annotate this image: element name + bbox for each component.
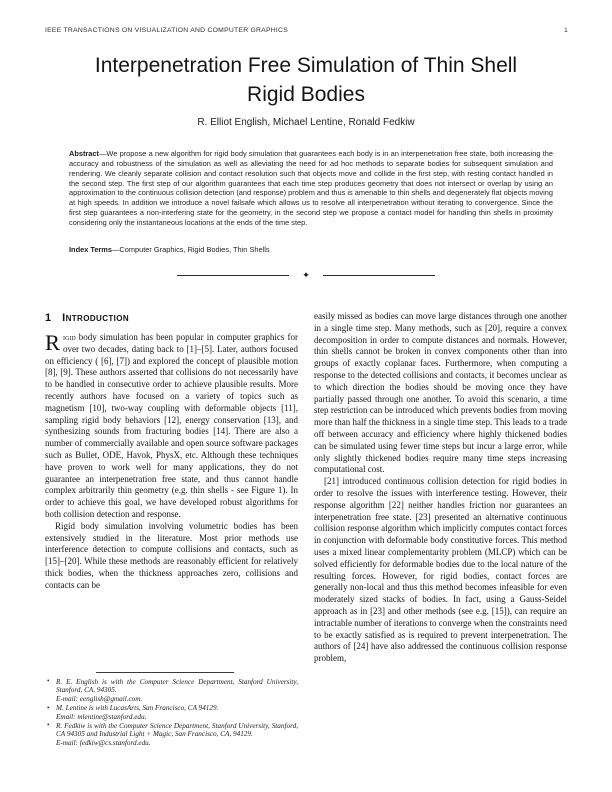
diamond-icon: ✦ <box>302 270 310 280</box>
footnote-text: R. Fedkiw is with the Computer Science Department, Stanford University, Stanford, CA 94305 and Industrial Light + Magic, San Francisco, CA, 94129. <box>56 721 298 739</box>
footnote-email: Email: mlentine@stanford.edu. <box>56 712 147 721</box>
page-number: 1 <box>563 27 568 34</box>
bullet-icon: • <box>47 721 50 730</box>
footnote-rule <box>96 672 234 673</box>
lead-word-smallcaps: igid <box>63 332 76 342</box>
paper-title <box>30 52 582 109</box>
footnote-text: R. E. English is with the Computer Science Department, Stanford University, Stanford, CA, 94305. <box>56 677 298 695</box>
journal-name: IEEE TRANSACTIONS ON VISUALIZATION AND COMPUTER GRAPHICS <box>45 27 288 34</box>
footnote-text: M. Lentine is with LucasArts, San Francisco, CA 94129. <box>56 704 219 713</box>
index-terms-label: Index Terms <box>69 245 112 254</box>
separator-line-left <box>177 275 289 276</box>
author-footnotes <box>45 678 298 748</box>
bullet-icon: • <box>47 677 50 686</box>
paper-title-line-2: Rigid Bodies <box>247 82 365 106</box>
abstract <box>69 149 553 228</box>
left-column <box>45 311 298 748</box>
footnote-item <box>45 722 298 748</box>
body-columns <box>45 311 567 748</box>
paper-authors: R. Elliot English, Michael Lentine, Ronald Fedkiw <box>197 117 415 128</box>
intro-paragraph-1-text: body simulation has been popular in computer graphics for over two decades, dating back to [1]–[5]. Later, authors focused on efficiency ( [6], [7]) and explored the concept of plausible motion [8], [9]. These authors asserted that collisions do not necessarily have to be handled in consecutive order to achieve plausible results. More recently authors have focused on a variety of topics such as magnetism [10], two-way coupling with deformable objects [11], sampling rigid body behaviors [12], energy conservation [13], and synthesizing sounds from fracturing bodies [14]. There are also a number of commercially available and open source software packages such as Bullet, ODE, Havok, PhysX, etc. Although these techniques have proven to work well for many applications, they do not guarantee an interpenetration free state, and thus cannot handle complex arbitrarily thin geometry (e.g. thin shells - see Figure 1). In order to achieve this goal, we have developed robust algorithms for both collision detection and response. <box>45 332 298 519</box>
section-title: Introduction <box>62 312 130 324</box>
index-terms-text: —Computer Graphics, Rigid Bodies, Thin Shells <box>112 245 270 254</box>
right-column <box>314 311 567 748</box>
abstract-label: Abstract <box>69 149 99 158</box>
footnote-item <box>45 704 298 722</box>
footnote-email: E-mail: fedkiw@cs.stanford.edu. <box>56 739 151 748</box>
footnote-email: E-mail: eenglish@gmail.com. <box>56 695 143 704</box>
right-column-paragraph-2: [21] introduced continuous collision detection for rigid bodies in order to resolve the issues with interference testing. However, their response algorithm [22] neither handles friction nor guarantees an interpenetration free state. [23] presented an alternative continuous collision response algorithm which implicitly computes contact forces in conjunction with deformable body constitutive forces. This method uses a mixed linear complementarity problem (MLCP) which can be solved efficiently for deformable bodies due to the local nature of the resulting forces. However, for rigid bodies, contact forces are generally non-local and thus this method becomes infeasible for even moderately sized stacks of bodies. In fact, using a Gauss-Seidel approach as in [23] and other methods (see e.g. [15]), can require an intractable number of iterations to converge when the constraints need to be exactly satisfied as is required to prevent interpenetration. The authors of [24] have also addressed the continuous collision response problem, <box>314 476 567 664</box>
section-separator <box>0 271 612 280</box>
intro-paragraph-2: Rigid body simulation involving volumetric bodies has been extensively studied in the literature. Most prior methods use interference detection to compute collisions and contacts, such as [15]–[20]. While these methods are reasonably efficient for relatively thick bodies, when the thickness approaches zero, collisions and contacts can be <box>45 520 298 590</box>
footnote-item <box>45 678 298 704</box>
abstract-text: —We propose a new algorithm for rigid body simulation that guarantees each body is in an interpenetration free state, both increasing the accuracy and robustness of the simulation as well as alleviating the need for ad hoc methods to separate bodies for subsequent simulation and rendering. We cleanly separate collision and contact resolution such that objects move and collide in the first step, with resting contact handled in the second step. The first step of our algorithm guarantees that each time step produces geometry that does not intersect or overlap by using an approximation to the continuous collision detection (and response) problem and thus is amenable to thin shells and degenerately flat objects moving at high speeds. In addition we introduce a novel failsafe which allows us to resolve all interpenetration without iterating to convergence. Since the first step guarantees a non-interfering state for the geometry, in the second step we propose a contact model for handling thin shells in proximity considering only the instantaneous locations at the ends of the time step. <box>69 149 553 227</box>
running-header <box>45 27 568 34</box>
section-number: 1 <box>45 312 52 324</box>
drop-cap: R <box>45 330 61 355</box>
intro-paragraph-1 <box>45 332 298 521</box>
author-footnote-block <box>45 672 298 748</box>
bullet-icon: • <box>47 703 50 712</box>
section-heading-introduction <box>45 312 298 324</box>
index-terms <box>69 245 553 254</box>
paper-title-line-1: Interpenetration Free Simulation of Thin Shell <box>94 54 518 77</box>
right-column-paragraph-1: easily missed as bodies can move large distances through one another in a single time step. Many methods, such as [20], require a convex decomposition in order to compute distances and normals. However, thin shells cannot be broken in convex components other than into groups of exactly coplanar faces. Furthermore, when computing a response to the detected collisions and contacts, it becomes unclear as to which direction the bodies should be moving once they have partially passed through one another. To avoid this scenario, a time step restriction can be introduced which prevents bodies from moving more than half the thickness in a single time step. This leads to a trade off between accuracy and efficiency where highly thickened bodies can be simulated using fewer time steps but incur a large error, while only slightly thickened bodies require many time steps increasing computational cost. <box>314 311 567 475</box>
separator-line-right <box>323 275 435 276</box>
